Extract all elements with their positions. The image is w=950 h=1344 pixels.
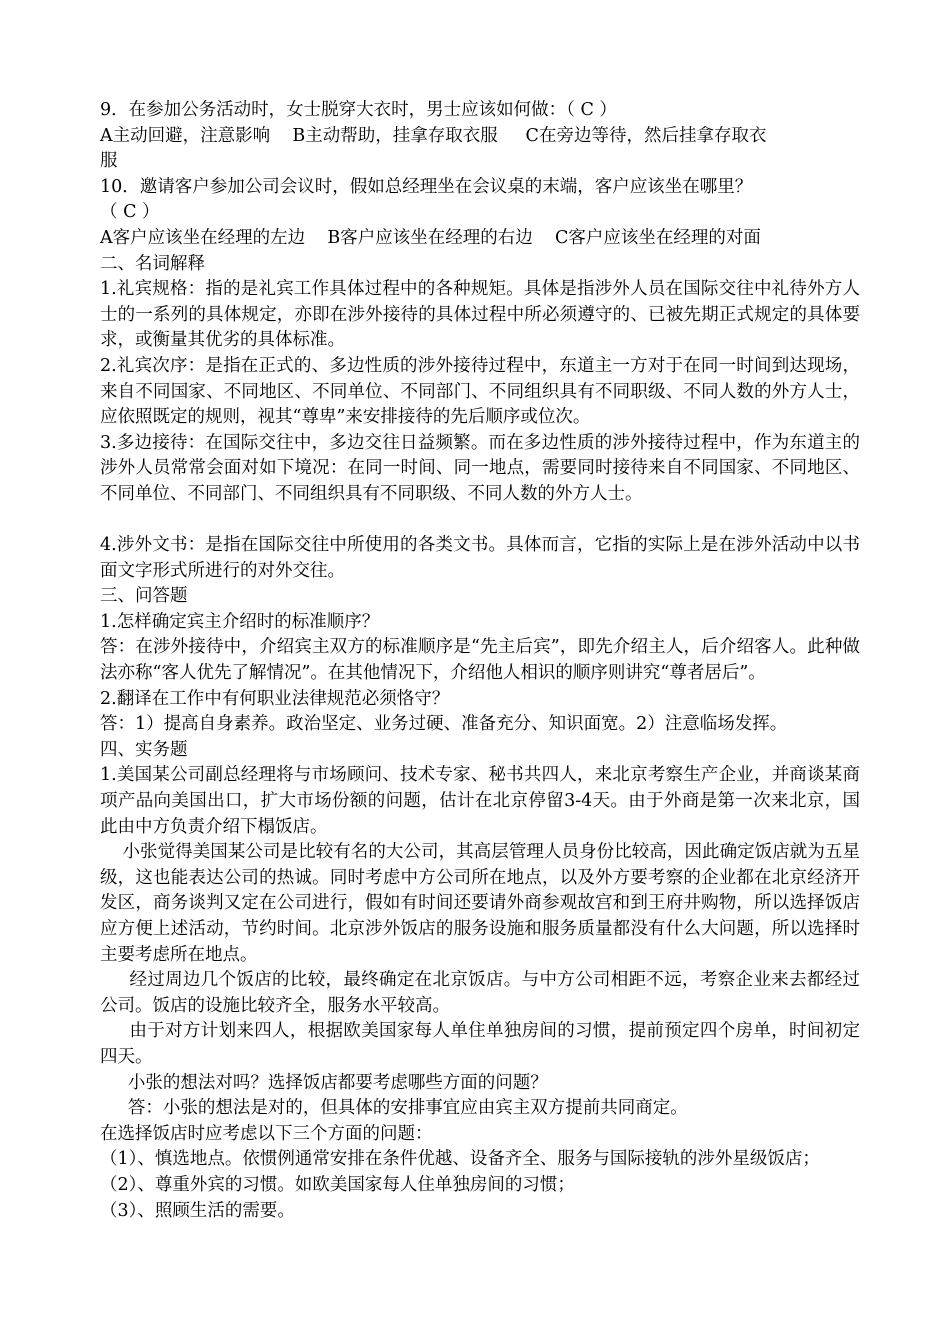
section3-title: 三、问答题 [100, 586, 188, 607]
case-point: （3）、照顾生活的需要。 [100, 1200, 295, 1221]
term-item: 2.礼宾次序：是指在正式的、多边性质的涉外接待过程中，东道主一方对于在同一时间到达现场，来自不同国家、不同地区、不同单位、不同部门、不同组织具有不同职级、不同人数的外方人士，应依照既定的规则，视其“尊卑”来安排接待的先后顺序或位次。 [100, 355, 860, 428]
case-question: 小张的想法对吗？选择饭店都要考虑哪些方面的问题？ [100, 1072, 548, 1093]
term-item: 4.涉外文书：是指在国际交往中所使用的各类文书。具体而言，它指的实际上是在涉外活动中以书面文字形式所进行的对外交往。 [100, 535, 860, 581]
q9-options: A主动回避，注意影响 B主动帮助，挂拿存取衣服 C在旁边等待，然后挂拿存取衣 [100, 125, 767, 146]
q10-answer: （ C ） [100, 202, 160, 223]
case-answer: 答：小张的想法是对的，但具体的安排事宜应由宾主双方提前共同商定。 [100, 1098, 688, 1119]
blank-line [100, 508, 860, 534]
q9-question: 9．在参加公务活动时，女士脱穿大衣时，男士应该如何做：（ C ） [100, 100, 617, 120]
qa-answer: 答：1）提高自身素养。政治坚定、业务过硬、准备充分、知识面宽。2）注意临场发挥。 [100, 714, 788, 735]
q9-options-cont: 服 [100, 151, 118, 172]
qa-question: 1.怎样确定宾主介绍时的标准顺序？ [100, 611, 380, 632]
qa-question: 2.翻译在工作中有何职业法律规范必须恪守？ [100, 688, 450, 709]
section2-title: 二、名词解释 [100, 253, 205, 274]
term-item: 3.多边接待：在国际交往中，多边交往日益频繁。而在多边性质的涉外接待过程中，作为东道主的涉外人员常常会面对如下境况：在同一时间、同一地点，需要同时接待来自不同国家、不同地区、不同单位、不同部门、不同组织具有不同职级、不同人数的外方人士。 [100, 432, 860, 504]
document-page [100, 98, 860, 1224]
case-paragraph: 经过周边几个饭店的比较，最终确定在北京饭店。与中方公司相距不远，考察企业来去都经过公司。饭店的设施比较齐全，服务水平较高。 [100, 970, 860, 1016]
case-point: （2）、尊重外宾的习惯。如欧美国家每人住单独房间的习惯； [100, 1174, 575, 1195]
q10-question: 10．邀请客户参加公司会议时，假如总经理坐在会议桌的末端，客户应该坐在哪里？ [100, 176, 753, 197]
case-point-intro: 在选择饭店时应考虑以下三个方面的问题： [100, 1123, 433, 1144]
case-paragraph: 小张觉得美国某公司是比较有名的大公司，其高层管理人员身份比较高，因此确定饭店就为五星级，这也能表达公司的热诚。同时考虑中方公司所在地点，以及外方要考察的企业都在北京经济开发区，商务谈判又定在公司进行，假如有时间还要请外商参观故宫和到王府井购物，所以选择饭店应方便上述活动，节约时间。北京涉外饭店的服务设施和服务质量都没有什么大问题，所以选择时主要考虑所在地点。 [100, 842, 860, 965]
case-point: （1）、慎选地点。依惯例通常安排在条件优越、设备齐全、服务与国际接轨的涉外星级饭店； [100, 1149, 820, 1170]
section4-title: 四、实务题 [100, 739, 188, 760]
case-paragraph: 1.美国某公司副总经理将与市场顾问、技术专家、秘书共四人，来北京考察生产企业，并商谈某商项产品向美国出口，扩大市场份额的问题，估计在北京停留3-4天。由于外商是第一次来北京，国此由中方负责介绍下榻饭店。 [100, 765, 860, 837]
qa-answer: 答：在涉外接待中，介绍宾主双方的标准顺序是“先主后宾”，即先介绍主人，后介绍客人。此种做法亦称“客人优先了解情况”。在其他情况下，介绍他人相识的顺序则讲究“尊者居后”。 [100, 637, 860, 684]
term-item: 1.礼宾规格：指的是礼宾工作具体过程中的各种规矩。具体是指涉外人员在国际交往中礼待外方人士的一系列的具体规定，亦即在涉外接待的具体过程中所必须遵守的、已被先期正式规定的具体要求，或衡量其优劣的具体标准。 [100, 279, 860, 351]
q10-options: A客户应该坐在经理的左边 B客户应该坐在经理的右边 C客户应该坐在经理的对面 [100, 227, 761, 248]
case-paragraph: 由于对方计划来四人，根据欧美国家每人单住单独房间的习惯，提前预定四个房单，时间初定四天。 [100, 1021, 860, 1067]
